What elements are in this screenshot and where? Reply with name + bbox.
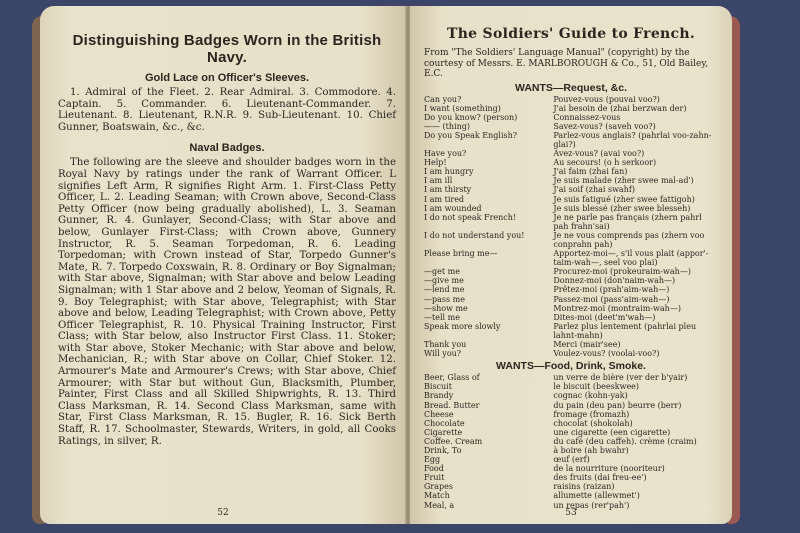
phrase-english: Do you Speak English? bbox=[424, 130, 518, 140]
phrase-french: Je suis malade (zher swee mal-ad') bbox=[553, 176, 694, 186]
phrase-english: Speak more slowly bbox=[424, 321, 501, 331]
phrase-row bbox=[424, 491, 718, 500]
naval-badges-text: The following are the sleeve and shoulder badges worn in the Royal Navy by ratings under the rank of Warrant Officer. L signifies Left Arm, R signifies Right Arm. 1. First-Class Petty Officer, L. 2. Leading Seaman; with Crown above, Second-Class Petty Officer (now being gradually abolished), L. 3. Seaman Gunner, R. 4. Gunlayer, Second-Class; with Star above and below, Gunlayer First-Class; with Crown above, Gunnery Instructor, R. 5. Seaman Torpedoman, R. 6. Leading Torpedoman; with Crown instead of Star, Torpedo Gunner's Mate, R. 7. Torpedo Coxswain, R. 8. Ordinary or Boy Signalman; with Star above, Signalman; with Star above and below Leading Signalman; with 1 Star above and 2 below, Yeoman of Signals, R. 9. Boy Telegraphist; with Star above, Telegraphist; with Star above and below, Leading Telegraphist; with Crown above, Petty Officer Telegraphist, R. 10. Physical Training Instructor, First Class; with Star below, also Instructor First Class. 11. Stoker; with Star above, Stoker Mechanic; with Star above and below, Mechanician, R.; with Star above on Collar, Chief Stoker. 12. Armourer's Mate and Armourer's Crews; with Star above, Chief Armourer; with Star but without Gun, Blacksmith, Plumber, Painter, First Class and all Skilled Shipwrights, R. 13. Third Class Marksman, R. 14. Second Class Marksman, same with Star, First Class Marksman, R. 15. Bugler, R. 16. Sick Berth Staff, R. 17. Schoolmaster, Stewards, Writers, in gold, all Cooks Ratings, in silver, R. bbox=[58, 157, 396, 447]
phrase-french: Donnez-moi (don'naim-wah—) bbox=[553, 276, 676, 286]
phrase-french: le biscuit (beeskwee) bbox=[553, 382, 640, 392]
phrase-french: fromage (fromazh) bbox=[553, 409, 630, 419]
phrase-french: Je suis blessé (zher swee blesseh) bbox=[553, 203, 691, 213]
phrase-english: Beer, Glass of bbox=[424, 373, 480, 383]
phrase-english: I am ill bbox=[424, 176, 453, 186]
phrase-english: I do not speak French! bbox=[424, 212, 517, 222]
phrase-row bbox=[424, 313, 718, 322]
phrase-french: du café (deu caffeh). crème (craim) bbox=[553, 436, 697, 446]
phrase-english: I do not understand you! bbox=[424, 230, 525, 240]
phrase-row bbox=[424, 185, 718, 194]
phrase-english: Coffee. Cream bbox=[424, 436, 483, 446]
phrase-french: Je ne vous comprends pas (zhern voo conprahn pah) bbox=[553, 230, 705, 249]
phrase-row bbox=[424, 382, 718, 391]
phrase-english: Grapes bbox=[424, 482, 453, 492]
phrase-french: J'ai faim (zhai fan) bbox=[553, 167, 628, 177]
phrase-english: Match bbox=[424, 491, 450, 501]
phrase-row bbox=[424, 437, 718, 446]
phrase-french: raisins (raizan) bbox=[553, 482, 615, 492]
phrase-row bbox=[424, 204, 718, 213]
phrase-french: Pouvez-vous (pouvai voo?) bbox=[553, 94, 660, 104]
phrase-english: I am thirsty bbox=[424, 185, 472, 195]
phrase-french: à boire (ah bwahr) bbox=[553, 445, 629, 455]
phrase-french: cognac (kohn-yak) bbox=[553, 391, 628, 401]
phrase-french: de la nourriture (nooriteur) bbox=[553, 464, 665, 474]
phrase-row bbox=[424, 482, 718, 491]
wants-food-heading: WANTS—Food, Drink, Smoke. bbox=[496, 360, 646, 373]
phrase-row bbox=[424, 295, 718, 304]
phrase-french: Savez-vous? (saveh voo?) bbox=[553, 121, 656, 131]
phrase-french: J'ai soif (zhai swahf) bbox=[553, 185, 635, 195]
phrase-english: Drink, To bbox=[424, 445, 462, 455]
phrase-english: Chocolate bbox=[424, 418, 465, 428]
phrase-english: —give me bbox=[424, 276, 464, 286]
phrase-english: Brandy bbox=[424, 391, 454, 401]
phrase-french: Au secours! (o h serkoor) bbox=[553, 158, 657, 168]
phrase-row bbox=[424, 322, 718, 340]
phrase-row bbox=[424, 419, 718, 428]
phrase-row bbox=[424, 455, 718, 464]
phrase-french: Voulez-vous? (voolai-voo?) bbox=[553, 349, 660, 359]
phrase-row bbox=[424, 473, 718, 482]
naval-badges-heading: Naval Badges. bbox=[189, 142, 265, 155]
phrase-english: —show me bbox=[424, 303, 468, 313]
phrase-row bbox=[424, 267, 718, 276]
right-page-title: The Soldiers' Guide to French. bbox=[446, 26, 695, 42]
phrase-english: I am wounded bbox=[424, 203, 482, 213]
phrase-french: Je ne parle pas français (zhern pahrl pah frahn'sai) bbox=[553, 212, 702, 231]
phrase-row bbox=[424, 349, 718, 358]
phrase-english: —— (thing) bbox=[424, 121, 470, 131]
phrase-french: Procurez-moi (prokeuraim-wah—) bbox=[553, 267, 691, 277]
phrase-french: Prêtez-moi (prah'aim-wah—) bbox=[553, 285, 670, 295]
phrase-english: Bread. Butter bbox=[424, 400, 480, 410]
phrase-english: Thank you bbox=[424, 340, 467, 350]
phrase-french: Parlez plus lentement (pahrlai pleu lahnt-mahn) bbox=[553, 321, 697, 340]
phrase-english: Help! bbox=[424, 158, 447, 168]
phrase-english: —tell me bbox=[424, 312, 460, 322]
phrase-row bbox=[424, 231, 718, 249]
phrase-english: I am hungry bbox=[424, 167, 474, 177]
phrase-english: Cheese bbox=[424, 409, 454, 419]
officer-sleeves-text: 1. Admiral of the Fleet. 2. Rear Admiral. 3. Commodore. 4. Captain. 5. Commander. 6. Lieutenant-Commander. 7. Lieutenant. 8. Lieutenant, R.N.R. 9. Sub-Lieutenant. 10. Chief Gunner, Boatswain, &c., &c. bbox=[58, 87, 396, 133]
phrase-row bbox=[424, 391, 718, 400]
phrase-french: un repas (rer'pah') bbox=[553, 500, 630, 510]
phrase-french: Apportez-moi—, s'il vous plait (appor'-taim-wah—, seel voo plai) bbox=[553, 249, 709, 268]
phrase-row bbox=[424, 410, 718, 419]
phrase-english: Have you? bbox=[424, 149, 467, 159]
phrase-french: du pain (deu pan) beurre (berr) bbox=[553, 400, 682, 410]
phrase-french: une cigarette (een cigarette) bbox=[553, 427, 671, 437]
phrase-french: Parlez-vous anglais? (pahrlai voo-zahn-glai?) bbox=[553, 130, 712, 149]
phrase-french: œuf (erf) bbox=[553, 455, 590, 465]
phrase-english: I am tired bbox=[424, 194, 465, 204]
phrase-row bbox=[424, 131, 718, 149]
phrase-french: Connaissez-vous bbox=[553, 112, 621, 122]
phrase-row bbox=[424, 176, 718, 185]
food-phrase-table bbox=[424, 373, 718, 509]
left-page-title: Distinguishing Badges Worn in the British Navy. bbox=[72, 32, 382, 66]
phrase-row bbox=[424, 249, 718, 267]
phrase-english: Biscuit bbox=[424, 382, 452, 392]
phrase-row bbox=[424, 446, 718, 455]
phrase-french: J'ai besoin de (zhai berzwan der) bbox=[553, 103, 687, 113]
phrase-row bbox=[424, 95, 718, 104]
phrase-row bbox=[424, 195, 718, 204]
phrase-french: Je suis fatigué (zher swee fattigoh) bbox=[553, 194, 695, 204]
phrase-french: Montrez-moi (montraim-wah—) bbox=[553, 303, 681, 313]
wants-request-heading: WANTS—Request, &c. bbox=[514, 81, 627, 94]
phrase-english: Cigarette bbox=[424, 427, 463, 437]
phrase-row bbox=[424, 113, 718, 122]
phrase-english: Can you? bbox=[424, 94, 462, 104]
right-page bbox=[410, 6, 732, 524]
phrase-row bbox=[424, 340, 718, 349]
officer-sleeves-heading: Gold Lace on Officer's Sleeves. bbox=[144, 72, 309, 84]
phrase-row bbox=[424, 464, 718, 473]
phrase-french: Merci (mair'see) bbox=[553, 340, 621, 350]
phrase-french: des fruits (dai freu-ee') bbox=[553, 473, 647, 483]
phrase-english: —get me bbox=[424, 267, 460, 277]
guide-intro: From "The Soldiers' Language Manual" (copyright) by the courtesy of Messrs. E. MARLBOROUGH & Co., 51, Old Bailey, E.C. bbox=[424, 48, 709, 79]
open-book bbox=[28, 6, 718, 528]
phrase-row bbox=[424, 122, 718, 131]
phrase-english: Please bring me— bbox=[424, 249, 498, 259]
phrase-english: Food bbox=[424, 464, 444, 474]
phrase-row bbox=[424, 149, 718, 158]
phrase-french: allumette (allewmet') bbox=[553, 491, 640, 501]
phrase-row bbox=[424, 373, 718, 382]
phrase-row bbox=[424, 428, 718, 437]
phrase-english: I want (something) bbox=[424, 103, 501, 113]
phrase-english: Meal, a bbox=[424, 500, 455, 510]
phrase-french: Avez-vous? (avai voo?) bbox=[553, 149, 645, 159]
phrase-english: Will you? bbox=[424, 349, 462, 359]
phrase-french: un verre de bière (ver der b'yair) bbox=[553, 373, 688, 383]
page-number-right: 53 bbox=[565, 508, 577, 518]
phrase-french: Passez-moi (pass'aim-wah—) bbox=[553, 294, 670, 304]
phrase-row bbox=[424, 104, 718, 113]
phrase-english: —pass me bbox=[424, 294, 465, 304]
phrase-row bbox=[424, 401, 718, 410]
left-page bbox=[40, 6, 406, 524]
phrase-row bbox=[424, 158, 718, 167]
phrase-english: Fruit bbox=[424, 473, 445, 483]
phrase-row bbox=[424, 304, 718, 313]
phrase-row bbox=[424, 213, 718, 231]
request-phrase-table bbox=[424, 95, 718, 359]
phrase-row bbox=[424, 276, 718, 285]
phrase-english: Do you know? (person) bbox=[424, 112, 518, 122]
phrase-french: Dites-moi (deet'm'wah—) bbox=[553, 312, 656, 322]
page-number-left: 52 bbox=[217, 508, 229, 518]
phrase-row bbox=[424, 167, 718, 176]
phrase-english: Egg bbox=[424, 455, 441, 465]
phrase-row bbox=[424, 285, 718, 294]
phrase-english: —lend me bbox=[424, 285, 465, 295]
phrase-french: chocolat (shokolah) bbox=[553, 418, 633, 428]
